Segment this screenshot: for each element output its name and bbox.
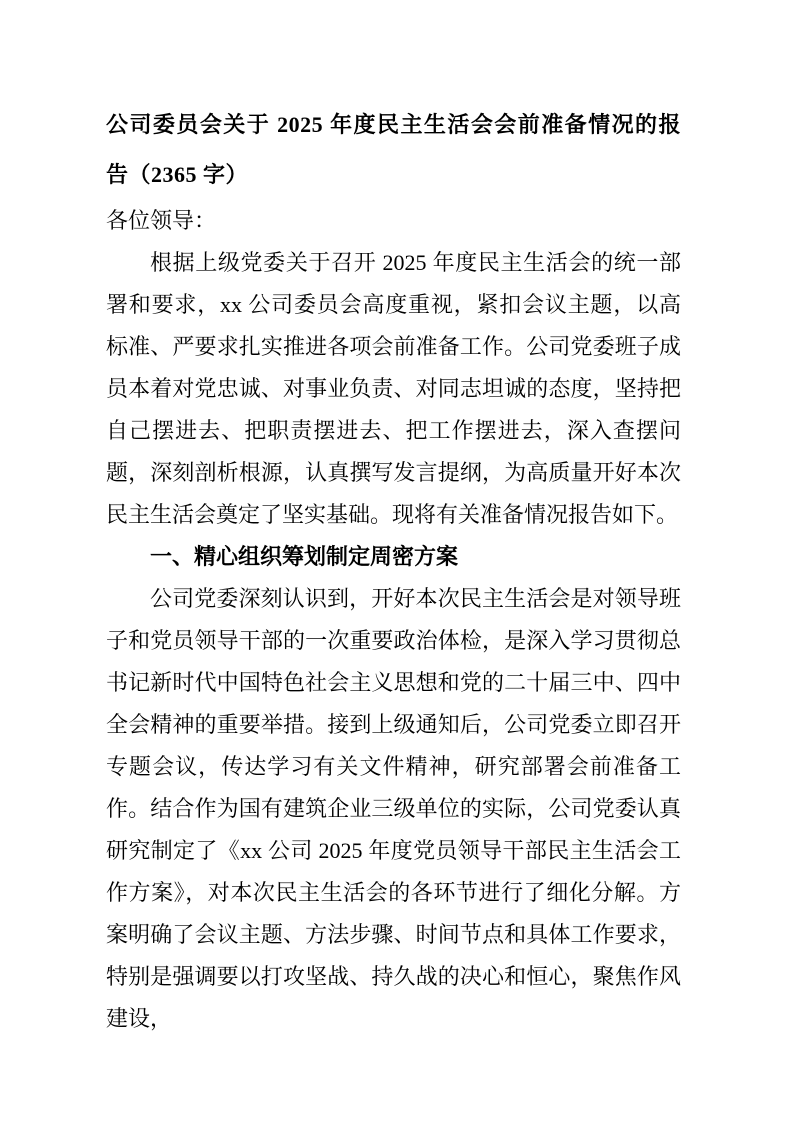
paragraph-intro: 根据上级党委关于召开 2025 年度民主生活会的统一部署和要求，xx 公司委员会高度重视，紧扣会议主题，以高标准、严要求扎实推进各项会前准备工作。公司党委班子成员本着对党忠诚、对事业负责、对同志坦诚的态度，坚持把自己摆进去、把职责摆进去、把工作摆进去，深入查摆问题，深刻剖析根源，认真撰写发言提纲，为高质量开好本次民主生活会奠定了坚实基础。现将有关准备情况报告如下。: [106, 250, 681, 527]
document-title: 公司委员会关于 2025 年度民主生活会会前准备情况的报告（2365 字）: [106, 112, 681, 187]
section-1-heading: 一、精心组织筹划制定周密方案: [150, 544, 459, 569]
salutation: 各位领导：: [106, 208, 217, 233]
section-1-paragraph: 公司党委深刻认识到，开好本次民主生活会是对领导班子和党员领导干部的一次重要政治体检，是深入学习贯彻总书记新时代中国特色社会主义思想和党的二十届三中、四中全会精神的重要举措。接到上级通知后，公司党委立即召开专题会议，传达学习有关文件精神，研究部署会前准备工作。结合作为国有建筑企业三级单位的实际，公司党委认真研究制定了《xx 公司 2025 年度党员领导干部民主生活会工作方案》，对本次民主生活会的各环节进行了细化分解。方案明确了会议主题、方法步骤、时间节点和具体工作要求，特别是强调要以打攻坚战、持久战的决心和恒心，聚焦作风建设，: [106, 586, 681, 1031]
